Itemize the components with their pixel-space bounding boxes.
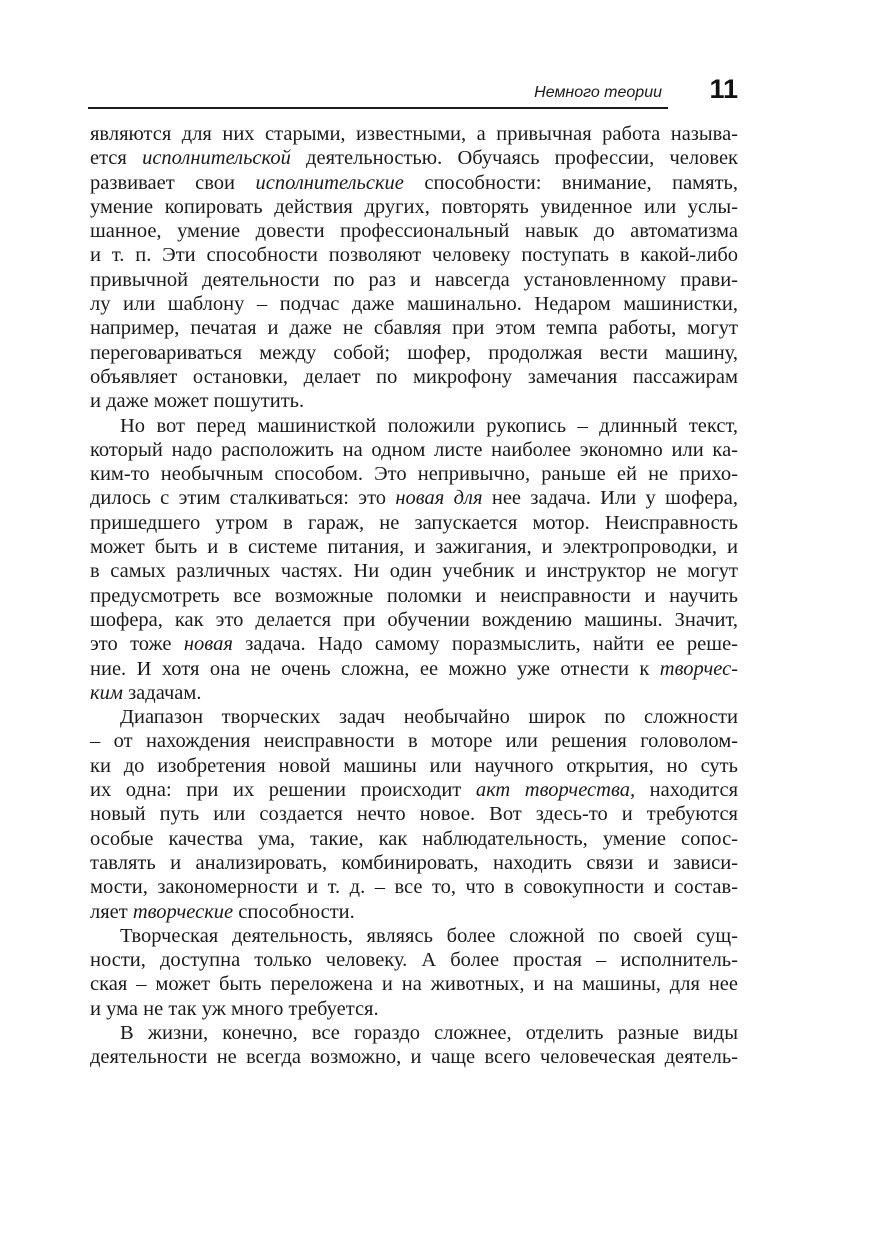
emphasis: творчес- — [659, 657, 738, 680]
text-line: и ума не так уж много требуется. — [90, 997, 379, 1020]
text-line: шофера, как это делается при обучении вождению машины. Значит, — [90, 608, 738, 631]
text-line: привычной деятельности по раз и навсегда установленному прави- — [90, 268, 738, 291]
text-line: являются для них старыми, известными, а привычная работа называ- — [90, 123, 738, 145]
paragraph — [90, 122, 738, 414]
paragraph — [90, 414, 738, 706]
paragraph — [90, 924, 738, 1021]
text-line: может быть и в системе питания, и зажигания, и электропроводки, и — [90, 536, 738, 559]
text-line: например, печатая и даже не сбавляя при этом темпа работы, могут — [90, 317, 738, 340]
text-line: мости, закономерности и т. д. – все то, что в совокупности и состав- — [90, 876, 738, 899]
page-number: 11 — [709, 74, 738, 104]
emphasis: новая — [183, 633, 233, 656]
text-line: шанное, умение довести профессиональный навык до автоматизма — [90, 220, 738, 243]
text-line: ким задачам. — [90, 681, 202, 704]
text-line: объявляет остановки, делает по микрофону замечания пассажирам — [90, 365, 738, 388]
emphasis: творческие — [132, 900, 234, 923]
text-line: новый путь или создается нечто новое. Вот здесь-то и требуются — [90, 803, 738, 826]
text-line: и даже может пошутить. — [90, 390, 305, 413]
text-line: который надо расположить на одном листе наиболее экономно или ка- — [90, 438, 738, 461]
text-line: Но вот перед машинисткой положили рукопись – длинный текст, — [120, 414, 738, 437]
text-line: ская – может быть переложена и на животных, и на машины, для нее — [90, 973, 738, 996]
body-text — [90, 122, 738, 1070]
text-line: особые качества ума, такие, как наблюдательность, умение сопос- — [90, 827, 738, 850]
text-line: Диапазон творческих задач необычайно широк по сложности — [120, 706, 738, 729]
header-rule — [88, 107, 668, 109]
text-line: Творческая деятельность, являясь более сложной по своей сущ- — [120, 924, 738, 947]
text-line: это тоже новая задача. Надо самому поразмыслить, найти ее реше- — [90, 633, 738, 656]
paragraph — [90, 705, 738, 924]
text-line: и т. п. Эти способности позволяют человеку поступать в какой-либо — [90, 244, 738, 267]
text-line: лу или шаблону – подчас даже машинально. Недаром машинистки, — [90, 293, 738, 316]
text-line: дилось с этим сталкиваться: это новая для нее задача. Или у шофера, — [90, 487, 738, 510]
emphasis: исполнительские — [255, 171, 404, 194]
emphasis: акт творчества, — [475, 779, 636, 802]
text-line: ние. И хотя она не очень сложна, ее можно уже отнести к творчес- — [90, 657, 738, 680]
text-line: их одна: при их решении происходит акт творчества, находится — [90, 779, 739, 802]
emphasis: ким — [90, 681, 123, 704]
text-line: развивает свои исполнительские способности: внимание, память, — [90, 171, 739, 194]
running-header — [88, 72, 738, 108]
text-line: – от нахождения неисправности в моторе или решения головолом- — [90, 730, 738, 753]
text-line: деятельности не всегда возможно, и чаще всего человеческая деятель- — [90, 1046, 738, 1069]
text-line: В жизни, конечно, все гораздо сложнее, отделить разные виды — [120, 1021, 738, 1044]
text-line: пришедшего утром в гараж, не запускается мотор. Неисправность — [90, 511, 738, 534]
text-line: ким-то необычным способом. Это непривычно, раньше ей не прихо- — [90, 463, 738, 486]
text-line: умение копировать действия других, повторять увиденное или услы- — [90, 195, 738, 218]
emphasis: новая для — [395, 487, 483, 510]
text-line: тавлять и анализировать, комбинировать, находить связи и зависи- — [90, 851, 738, 874]
emphasis: исполнительской — [142, 147, 291, 170]
text-line: ляет творческие способности. — [90, 900, 355, 923]
running-header-title: Немного теории — [534, 84, 662, 101]
text-line: переговариваться между собой; шофер, продолжая вести машину, — [90, 341, 738, 364]
text-line: ки до изобретения новой машины или научного открытия, но суть — [90, 754, 738, 777]
text-line: ности, доступна только человеку. А более простая – исполнитель- — [90, 949, 738, 972]
text-line: предусмотреть все возможные поломки и неисправности и научить — [90, 584, 738, 607]
text-line: ется исполнительской деятельностью. Обучаясь профессии, человек — [90, 147, 738, 170]
text-line: в самых различных частях. Ни один учебник и инструктор не могут — [90, 560, 738, 583]
paragraph — [90, 1021, 738, 1070]
